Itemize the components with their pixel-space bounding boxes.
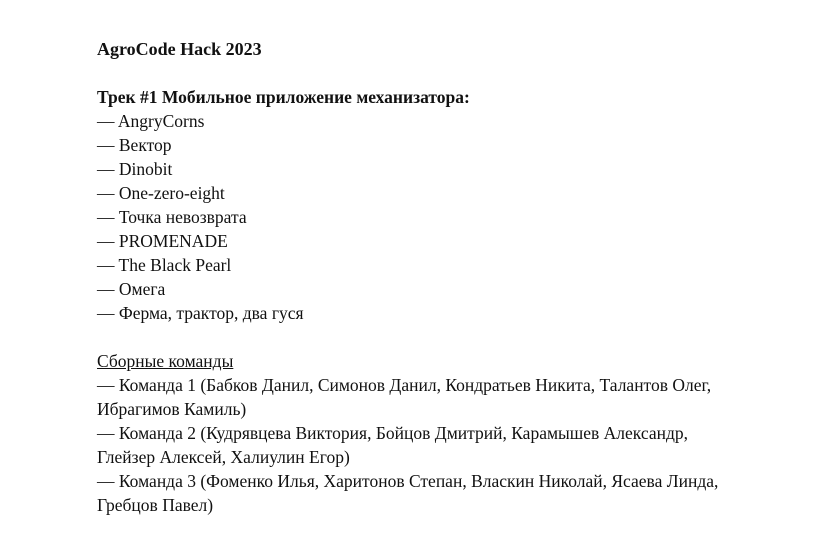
combined-team-list [97,373,737,517]
list-item: — Ферма, трактор, два гуся [97,303,304,323]
track-heading: Трек #1 Мобильное приложение механизатора: [97,87,470,107]
section-spacer [97,325,737,349]
list-item: — One-zero-eight [97,183,225,203]
list-item: — Команда 3 (Фоменко Илья, Харитонов Степан, Власкин Николай, Ясаева Линда, Гребцов Павел) [97,471,719,515]
list-item: — Команда 2 (Кудрявцева Виктория, Бойцов Дмитрий, Карамышев Александр, Глейзер Алексей, Халиулин Егор) [97,423,689,467]
list-item: — Точка невозврата [97,207,247,227]
list-item: — Вектор [97,135,172,155]
list-item: — The Black Pearl [97,255,232,275]
list-item: — Омега [97,279,166,299]
list-item: — AngryCorns [97,111,205,131]
list-item: — PROMENADE [97,231,228,251]
list-item: — Команда 1 (Бабков Данил, Симонов Данил, Кондратьев Никита, Талантов Олег, Ибрагимов Камиль) [97,375,712,419]
track-team-list [97,109,737,325]
document-title: AgroCode Hack 2023 [97,39,262,59]
combined-teams-heading: Сборные команды [97,351,234,371]
document-content [97,37,737,517]
list-item: — Dinobit [97,159,173,179]
